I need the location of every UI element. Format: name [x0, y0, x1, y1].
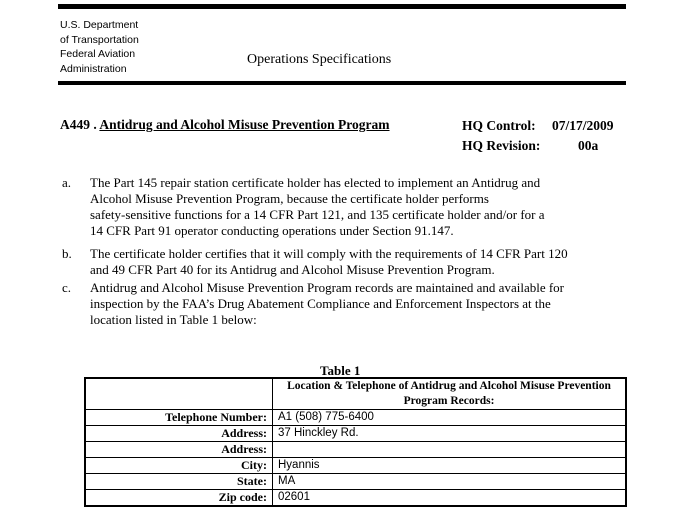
table-row: [85, 458, 626, 474]
table-row: [85, 442, 626, 458]
row-label: State:: [85, 474, 273, 490]
item-text: The certificate holder certifies that it will comply with the requirements of 14 CFR Part 120 and 49 CFR Part 40 for its Antidrug and Alcohol Misuse Prevention Program.: [90, 246, 568, 277]
hq-revision-label: HQ Revision:: [462, 138, 541, 153]
item-letter: a.: [62, 175, 72, 190]
agency-block: [60, 18, 139, 76]
table-row: [85, 474, 626, 490]
row-label: City:: [85, 458, 273, 474]
hq-control-value: 07/17/2009: [552, 118, 614, 133]
paragraph-title: Antidrug and Alcohol Misuse Prevention Program: [99, 117, 390, 132]
item-text: The Part 145 repair station certificate holder has elected to implement an Antidrug and Alcohol Misuse Prevention Program, because the certificate holder performs safety-sensitive functions for a 14 CFR Part 121, and 135 certificate holder and/or for a 14 CFR Part 91 operator conducting operations under Section 91.147.: [90, 175, 545, 238]
document-title: Operations Specifications: [247, 52, 392, 67]
agency-line: of Transportation: [60, 33, 139, 46]
paragraph-id: A449 .: [60, 117, 97, 132]
item-letter: b.: [62, 246, 72, 261]
row-value: MA: [273, 474, 627, 490]
row-label: Zip code:: [85, 490, 273, 507]
row-label: Address:: [85, 426, 273, 442]
table-row: [85, 426, 626, 442]
records-location-table: [84, 377, 627, 507]
row-value: Hyannis: [273, 458, 627, 474]
hq-labels: [462, 116, 540, 156]
agency-line: U.S. Department: [60, 19, 139, 31]
row-value: 02601: [273, 490, 627, 507]
hq-revision-value: 00a: [578, 138, 599, 153]
agency-line: Federal Aviation: [60, 48, 136, 60]
hq-control-label: HQ Control:: [462, 118, 536, 133]
row-value: A1 (508) 775-6400: [273, 410, 627, 426]
item-letter: c.: [62, 280, 72, 295]
table-header-blank: [85, 378, 273, 410]
row-value: 37 Hinckley Rd.: [273, 426, 627, 442]
table-header-row: [85, 378, 626, 410]
table-row: [85, 490, 626, 507]
hq-values: [552, 116, 614, 156]
top-rule: [58, 4, 626, 9]
row-value: [273, 442, 627, 458]
table-header: Location & Telephone of Antidrug and Alcohol Misuse Prevention Program Records:: [273, 378, 627, 410]
paragraph-heading: [60, 117, 390, 133]
table-caption: Table 1: [320, 363, 361, 378]
table-row: [85, 410, 626, 426]
row-label: Telephone Number:: [85, 410, 273, 426]
row-label: Address:: [85, 442, 273, 458]
agency-line: Administration: [60, 62, 127, 75]
item-text: Antidrug and Alcohol Misuse Prevention Program records are maintained and available for inspection by the FAA’s Drug Abatement Compliance and Enforcement Inspectors at the location listed in Table 1 below:: [90, 280, 565, 327]
header-rule: [58, 81, 626, 85]
